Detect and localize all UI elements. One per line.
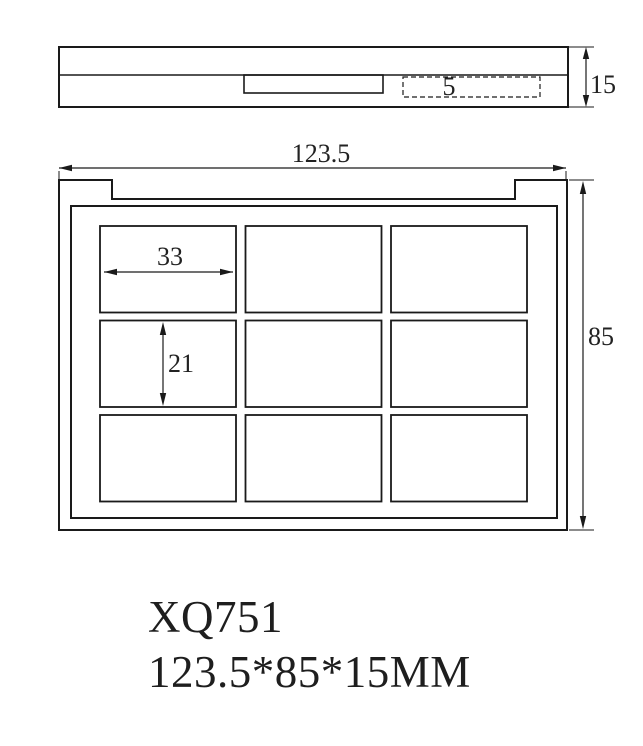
arrow-up-icon [583, 47, 589, 59]
well-r3c2 [246, 415, 382, 502]
arrow-left-icon [59, 165, 72, 171]
well-r3c3 [391, 415, 527, 502]
arrow-right-icon [553, 165, 566, 171]
well-r1c3 [391, 226, 527, 313]
height-dimension-label: 85 [588, 322, 614, 351]
side-view-latch [244, 75, 383, 93]
well-width-dimension [104, 242, 233, 275]
model-number-text: XQ751 [148, 592, 283, 642]
side-view-recess-dashed-box [403, 77, 540, 97]
well-r3c1 [100, 415, 236, 502]
top-view [59, 139, 614, 530]
well-height-dimension [160, 322, 194, 406]
side-view [59, 47, 616, 107]
arrow-up-icon [580, 181, 586, 194]
well-r2c2 [246, 321, 382, 408]
arrow-down-icon [160, 393, 166, 406]
thickness-dimension-label: 15 [590, 70, 616, 99]
width-dimension [59, 139, 566, 181]
well-height-dimension-label: 21 [168, 349, 194, 378]
width-dimension-label: 123.5 [291, 139, 351, 168]
arrow-down-icon [580, 516, 586, 529]
caption [148, 592, 471, 697]
arrow-left-icon [104, 269, 117, 275]
arrow-down-icon [583, 95, 589, 107]
palette-outer-outline [59, 180, 567, 530]
thickness-dimension [569, 47, 616, 107]
overall-size-text: 123.5*85*15MM [148, 647, 471, 697]
palette-inner-wall [71, 206, 557, 518]
arrow-up-icon [160, 322, 166, 335]
well-r1c2 [246, 226, 382, 313]
well-width-dimension-label: 33 [157, 242, 183, 271]
well-r2c3 [391, 321, 527, 408]
recess-dimension-label: 5 [442, 72, 456, 101]
height-dimension [569, 180, 614, 530]
arrow-right-icon [220, 269, 233, 275]
